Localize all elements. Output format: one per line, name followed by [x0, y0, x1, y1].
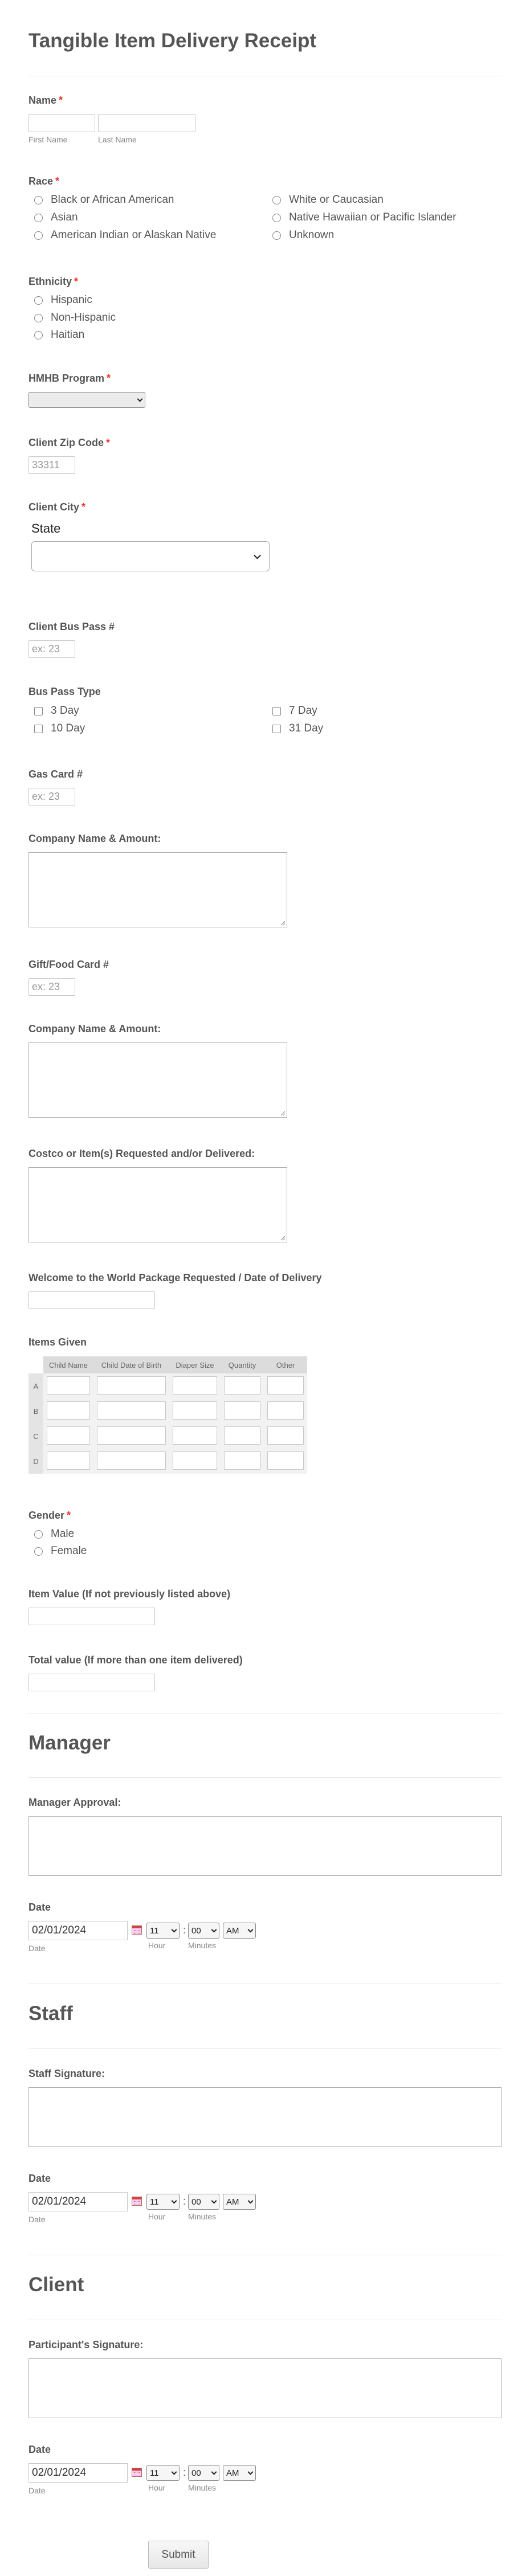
- race-option[interactable]: Asian: [34, 211, 78, 224]
- table-cell-input[interactable]: [267, 1451, 304, 1470]
- chevron-down-icon: [172, 2469, 177, 2475]
- radio-button[interactable]: [34, 1547, 43, 1556]
- divider: [28, 1777, 502, 1778]
- welcome-input[interactable]: [28, 1291, 155, 1309]
- chevron-down-icon: [137, 396, 143, 402]
- total-value-input[interactable]: [28, 1674, 155, 1691]
- bus-pass-input[interactable]: ex: 23: [28, 640, 75, 658]
- radio-button[interactable]: [272, 196, 281, 205]
- column-header: Child Name: [43, 1356, 93, 1373]
- radio-button[interactable]: [34, 314, 43, 322]
- chevron-down-icon: [211, 2198, 217, 2204]
- resize-handle-icon[interactable]: [280, 1111, 286, 1116]
- state-select[interactable]: [31, 541, 270, 571]
- company-label: Company Name & Amount:: [28, 833, 161, 844]
- manager-approval-signature[interactable]: [28, 1816, 502, 1876]
- resize-handle-icon[interactable]: [280, 921, 286, 926]
- row-header: C: [28, 1424, 43, 1449]
- name-label: Name *: [28, 95, 63, 106]
- last-name-sublabel: Last Name: [98, 135, 137, 144]
- race-option[interactable]: White or Caucasian: [272, 194, 384, 206]
- radio-button[interactable]: [34, 196, 43, 205]
- calendar-icon[interactable]: [132, 1925, 142, 1935]
- bus-pass-type-option[interactable]: 31 Day: [272, 722, 323, 735]
- table-row: [28, 1373, 307, 1399]
- calendar-icon[interactable]: [132, 2197, 142, 2206]
- company-label-2: Company Name & Amount:: [28, 1023, 161, 1035]
- manager-hour-select[interactable]: 11: [146, 1923, 180, 1939]
- ethnicity-option[interactable]: Non-Hispanic: [34, 312, 116, 324]
- ethnicity-option[interactable]: Haitian: [34, 329, 84, 341]
- staff-signature[interactable]: [28, 2087, 502, 2147]
- zip-input[interactable]: 33311: [28, 456, 75, 474]
- table-row: [28, 1424, 307, 1449]
- state-label: State: [31, 521, 61, 535]
- table-cell-input[interactable]: [224, 1376, 260, 1395]
- chevron-down-icon: [211, 2469, 217, 2475]
- first-name-sublabel: First Name: [28, 135, 68, 144]
- item-value-input[interactable]: [28, 1608, 155, 1625]
- date-sublabel: Date: [28, 1944, 46, 1953]
- items-given-table: [28, 1356, 307, 1474]
- radio-button[interactable]: [34, 331, 43, 340]
- chevron-down-icon: [248, 2198, 254, 2204]
- minutes-sublabel: Minutes: [188, 1941, 217, 1950]
- time-separator: :: [183, 2195, 186, 2207]
- table-cell-input[interactable]: [224, 1451, 260, 1470]
- staff-date-input[interactable]: 02/01/2024: [28, 2192, 128, 2211]
- date-sublabel: Date: [28, 2486, 46, 2495]
- table-cell-input[interactable]: [47, 1426, 90, 1445]
- table-cell-input[interactable]: [224, 1401, 260, 1420]
- client-hour-select[interactable]: 11: [146, 2465, 180, 2481]
- time-separator: :: [183, 1924, 186, 1936]
- table-cell-input[interactable]: [173, 1451, 217, 1470]
- client-minute-select[interactable]: 00: [188, 2465, 219, 2481]
- radio-button[interactable]: [34, 231, 43, 240]
- manager-date-label: Date: [28, 1902, 51, 1913]
- chevron-down-icon: [211, 1927, 217, 1933]
- race-option[interactable]: American Indian or Alaskan Native: [34, 229, 216, 242]
- gift-card-label: Gift/Food Card #: [28, 959, 109, 970]
- table-cell-input[interactable]: [97, 1426, 166, 1445]
- staff-heading: Staff: [28, 2002, 73, 2025]
- row-header: D: [28, 1449, 43, 1474]
- table-cell-input[interactable]: [267, 1376, 304, 1395]
- table-cell-input[interactable]: [47, 1401, 90, 1420]
- item-value-label: Item Value (If not previously listed above): [28, 1588, 231, 1600]
- chevron-down-icon: [172, 2198, 177, 2204]
- client-date-input[interactable]: 02/01/2024: [28, 2463, 128, 2483]
- divider: [28, 2048, 502, 2049]
- time-separator: :: [183, 2467, 186, 2478]
- table-cell-input[interactable]: [97, 1401, 166, 1420]
- staff-ampm-select[interactable]: AM: [223, 2194, 256, 2210]
- race-option[interactable]: Native Hawaiian or Pacific Islander: [272, 211, 456, 224]
- radio-button[interactable]: [34, 214, 43, 222]
- checkbox[interactable]: [272, 707, 281, 715]
- hour-sublabel: Hour: [148, 2212, 166, 2221]
- corner-cell: [28, 1356, 43, 1373]
- gender-label: Gender *: [28, 1510, 71, 1521]
- staff-hour-select[interactable]: 11: [146, 2194, 180, 2210]
- column-header: Child Date of Birth: [93, 1356, 169, 1373]
- radio-button[interactable]: [34, 1530, 43, 1539]
- bus-pass-type-option[interactable]: 10 Day: [34, 722, 85, 735]
- radio-button[interactable]: [34, 296, 43, 305]
- client-heading: Client: [28, 2274, 84, 2296]
- staff-minute-select[interactable]: 00: [188, 2194, 219, 2210]
- company-textarea-2[interactable]: [28, 1042, 287, 1118]
- calendar-icon[interactable]: [132, 2468, 142, 2477]
- table-cell-input[interactable]: [224, 1426, 260, 1445]
- gas-card-input[interactable]: ex: 23: [28, 788, 75, 805]
- welcome-label: Welcome to the World Package Requested / Date of Delivery: [28, 1272, 322, 1283]
- race-option[interactable]: Black or African American: [34, 194, 174, 206]
- city-label: Client City *: [28, 501, 86, 513]
- client-date-label: Date: [28, 2444, 51, 2455]
- table-cell-input[interactable]: [173, 1401, 217, 1420]
- manager-ampm-select[interactable]: AM: [223, 1923, 256, 1939]
- manager-heading: Manager: [28, 1732, 111, 1754]
- checkbox[interactable]: [34, 707, 43, 715]
- submit-button[interactable]: Submit: [148, 2541, 209, 2569]
- costco-label: Costco or Item(s) Requested and/or Delivered:: [28, 1148, 255, 1159]
- client-ampm-select[interactable]: AM: [223, 2465, 256, 2481]
- table-cell-input[interactable]: [267, 1426, 304, 1445]
- last-name-input[interactable]: [98, 114, 195, 132]
- gift-card-input[interactable]: ex: 23: [28, 978, 75, 996]
- row-header: B: [28, 1399, 43, 1424]
- minutes-sublabel: Minutes: [188, 2483, 217, 2492]
- table-row: [28, 1399, 307, 1424]
- row-header: A: [28, 1373, 43, 1399]
- chevron-down-icon: [248, 1927, 254, 1933]
- ethnicity-label: Ethnicity *: [28, 276, 79, 287]
- hour-sublabel: Hour: [148, 2483, 166, 2492]
- minutes-sublabel: Minutes: [188, 2212, 217, 2221]
- bus-pass-type-label: Bus Pass Type: [28, 686, 101, 697]
- checkbox[interactable]: [34, 725, 43, 733]
- chevron-down-icon: [248, 2469, 254, 2475]
- chevron-down-icon: [172, 1927, 177, 1933]
- manager-approval-label: Manager Approval:: [28, 1797, 121, 1808]
- manager-minute-select[interactable]: 00: [188, 1923, 219, 1939]
- ethnicity-option[interactable]: Hispanic: [34, 294, 92, 306]
- program-select[interactable]: [28, 392, 145, 408]
- table-cell-input[interactable]: [173, 1376, 217, 1395]
- manager-date-input[interactable]: 02/01/2024: [28, 1921, 128, 1940]
- table-cell-input[interactable]: [173, 1426, 217, 1445]
- costco-textarea[interactable]: [28, 1167, 287, 1242]
- gas-card-label: Gas Card #: [28, 768, 83, 780]
- items-given-label: Items Given: [28, 1336, 87, 1348]
- gender-option[interactable]: Male: [34, 1528, 74, 1540]
- date-sublabel: Date: [28, 2215, 46, 2224]
- zip-label: Client Zip Code *: [28, 437, 111, 448]
- race-label: Race *: [28, 175, 60, 187]
- race-option[interactable]: Unknown: [272, 229, 334, 242]
- column-header: Diaper Size: [169, 1356, 221, 1373]
- checkbox[interactable]: [272, 725, 281, 733]
- radio-button[interactable]: [272, 231, 281, 240]
- bus-pass-label: Client Bus Pass #: [28, 621, 115, 632]
- resize-handle-icon[interactable]: [280, 1236, 286, 1241]
- table-cell-input[interactable]: [97, 1376, 166, 1395]
- column-header: Quantity: [221, 1356, 264, 1373]
- participant-signature[interactable]: [28, 2358, 502, 2418]
- participant-signature-label: Participant's Signature:: [28, 2339, 144, 2350]
- radio-button[interactable]: [272, 214, 281, 222]
- table-cell-input[interactable]: [97, 1451, 166, 1470]
- company-textarea[interactable]: [28, 852, 287, 927]
- first-name-input[interactable]: [28, 114, 95, 132]
- total-value-label: Total value (If more than one item delivered): [28, 1654, 243, 1666]
- gender-option[interactable]: Female: [34, 1545, 87, 1557]
- table-row: [28, 1449, 307, 1474]
- column-header: Other: [264, 1356, 307, 1373]
- hour-sublabel: Hour: [148, 1941, 166, 1950]
- table-cell-input[interactable]: [267, 1401, 304, 1420]
- bus-pass-type-option[interactable]: 3 Day: [34, 705, 79, 717]
- form-title: Tangible Item Delivery Receipt: [28, 30, 317, 52]
- staff-signature-label: Staff Signature:: [28, 2068, 105, 2079]
- table-cell-input[interactable]: [47, 1376, 90, 1395]
- staff-date-label: Date: [28, 2173, 51, 2184]
- bus-pass-type-option[interactable]: 7 Day: [272, 705, 317, 717]
- program-label: HMHB Program *: [28, 373, 111, 384]
- chevron-down-icon: [254, 551, 261, 559]
- table-cell-input[interactable]: [47, 1451, 90, 1470]
